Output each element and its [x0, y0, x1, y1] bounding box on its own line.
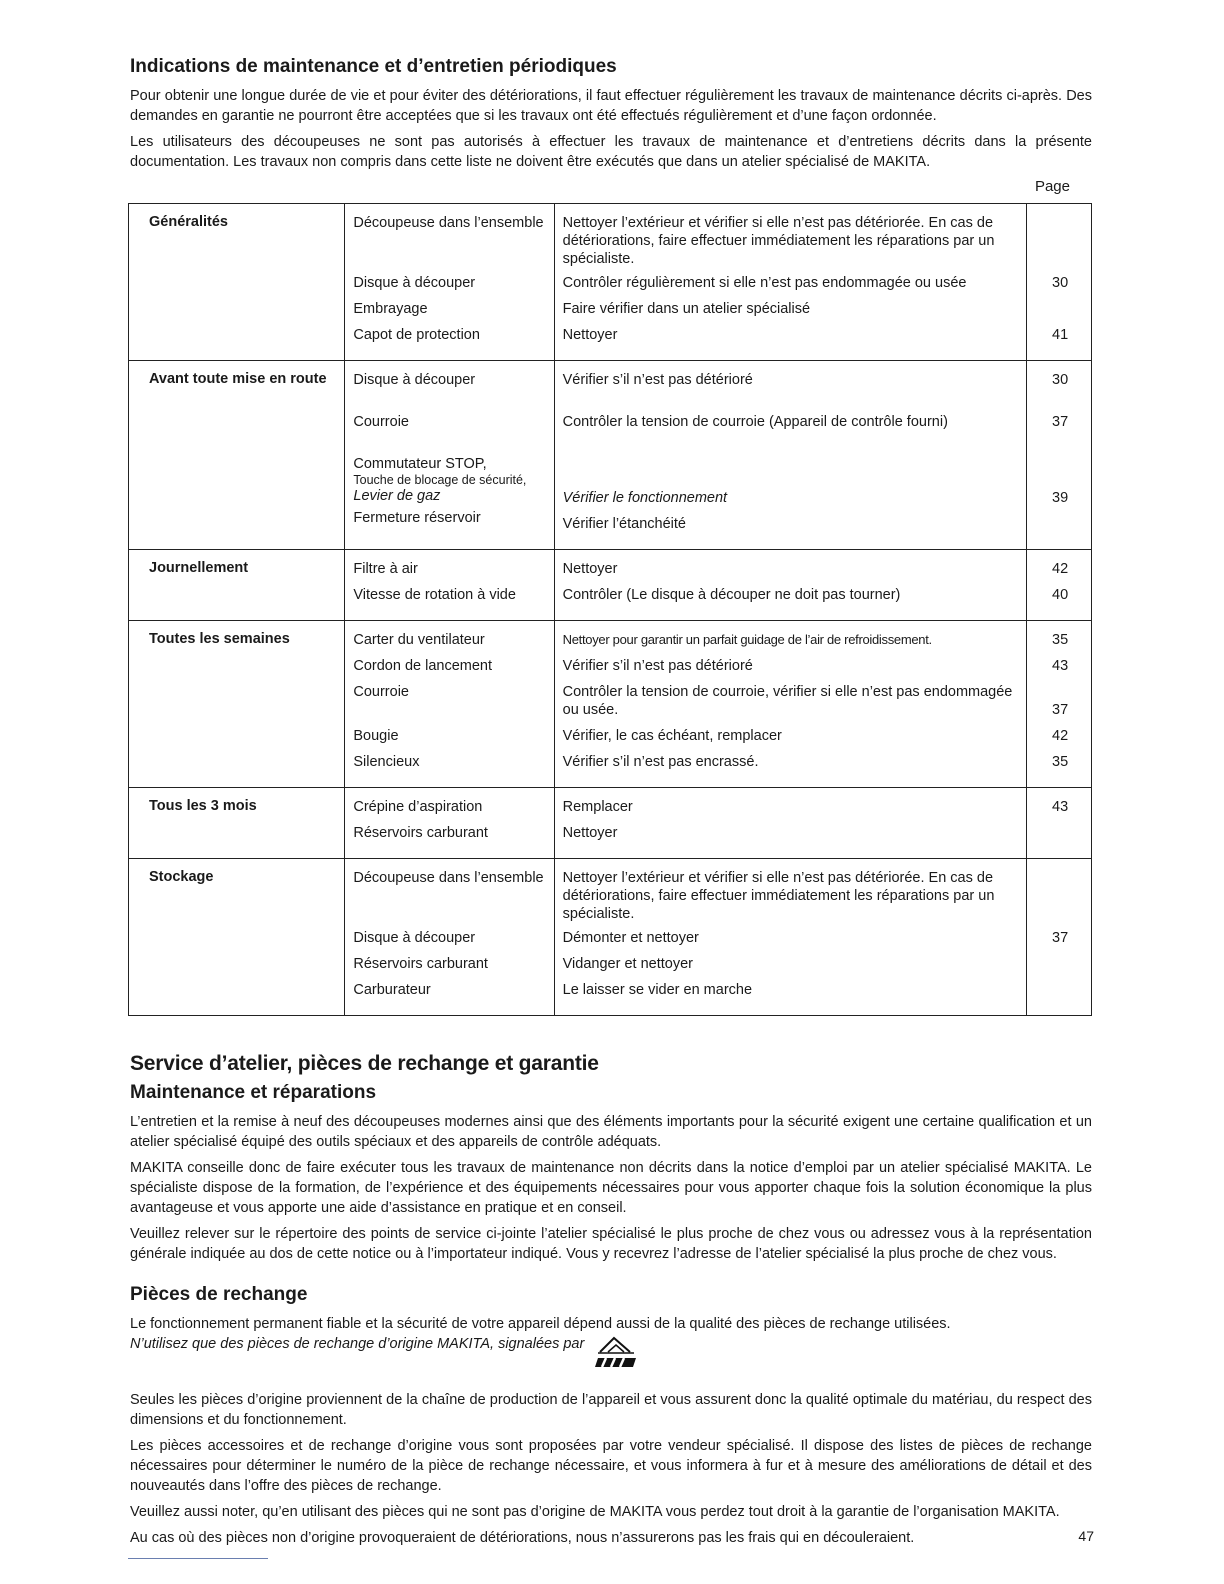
- category-cell: Avant toute mise en route: [129, 361, 345, 550]
- category-cell: Journellement: [129, 550, 345, 621]
- item-text: Découpeuse dans l’ensemble: [353, 870, 544, 886]
- item-text: Vitesse de rotation à vide: [353, 587, 516, 603]
- page-ref: 30: [1052, 372, 1069, 388]
- action-text: Le laisser se vider en marche: [562, 982, 753, 998]
- parts-title: Pièces de rechange: [130, 1284, 308, 1305]
- parts-paragraph: Veuillez aussi noter, qu’en utilisant des pièces qui ne sont pas d’origine de MAKITA vous perdez tout droit à la garantie de l’organisation MAKITA.: [130, 1504, 1060, 1520]
- item-line: Commutateur STOP,: [353, 456, 487, 472]
- item-text: Réservoirs carburant: [353, 956, 488, 972]
- action-text: Vidanger et nettoyer: [562, 956, 693, 972]
- item-cell: [345, 788, 554, 859]
- item-line: Levier de gaz: [353, 488, 441, 504]
- action-text: Contrôler la tension de courroie (Appareil de contrôle fourni): [562, 414, 948, 430]
- action-cell: [554, 788, 1027, 859]
- item-text: Filtre à air: [353, 561, 418, 577]
- page-ref: 39: [1052, 490, 1069, 506]
- page-ref: 43: [1052, 799, 1069, 815]
- item-text: Capot de protection: [353, 327, 480, 343]
- page-ref: 37: [1052, 930, 1069, 946]
- action-cell: [554, 621, 1027, 788]
- item-text: Réservoirs carburant: [353, 825, 488, 841]
- page-cell: [1027, 859, 1092, 1016]
- page-ref: 37: [1052, 702, 1069, 718]
- item-cell: [345, 621, 554, 788]
- page-number: 47: [1078, 1528, 1094, 1544]
- footer-rule: [128, 1558, 268, 1559]
- page-cell: [1027, 621, 1092, 788]
- action-text: Nettoyer l’extérieur et vérifier si elle n’est pas détériorée. En cas de détériorations, faire effectuer immédiatement les réparations par un spécialiste.: [562, 870, 995, 922]
- parts-paragraph: Seules les pièces d’origine proviennent de la chaîne de production de l’appareil et vous assurent donc la qualité optimale du matériau, du respect des dimensions et du fonctionnement.: [130, 1392, 1092, 1428]
- table-row: [129, 204, 1092, 361]
- category-cell: Stockage: [129, 859, 345, 1016]
- category-cell: Tous les 3 mois: [129, 788, 345, 859]
- action-cell: [554, 859, 1027, 1016]
- action-text: Vérifier, le cas échéant, remplacer: [562, 728, 782, 744]
- page-cell: [1027, 361, 1092, 550]
- page-cell: [1027, 788, 1092, 859]
- page-ref: [1035, 955, 1085, 977]
- page-ref: 30: [1052, 275, 1069, 291]
- service-paragraph: Veuillez relever sur le répertoire des points de service ci-jointe l’atelier spécialisé le plus proche de chez vous ou adressez vous à la représentation générale indiquée au dos de cette notice ou à l’importateur indiqué. Vous y recevrez l’adresse de l’atelier spécialisé la plus proche de chez vous.: [130, 1226, 1092, 1262]
- category-cell: Toutes les semaines: [129, 621, 345, 788]
- item-text: Fermeture réservoir: [353, 510, 481, 526]
- page-ref: 35: [1052, 632, 1069, 648]
- action-text: Vérifier s’il n’est pas détérioré: [562, 658, 753, 674]
- action-cell: [554, 361, 1027, 550]
- action-text: Vérifier le fonctionnement: [562, 490, 728, 506]
- action-text: Vérifier s’il n’est pas détérioré: [562, 372, 753, 388]
- item-text: Carter du ventilateur: [353, 632, 485, 648]
- parts-paragraph-symbol: [130, 1334, 1092, 1376]
- parts-symbol-text: N’utilisez que des pièces de rechange d’origine MAKITA, signalées par: [130, 1336, 585, 1352]
- page-ref: 42: [1052, 561, 1069, 577]
- action-text: Remplacer: [562, 799, 633, 815]
- item-text: Découpeuse dans l’ensemble: [353, 215, 544, 231]
- parts-paragraph: Les pièces accessoires et de rechange d’origine vous sont proposées par votre vendeur spécialisé. Il dispose des listes de pièces de rechange nécessaires pour déterminer le numéro de la pièce de rechange nécessaire, et vous informera à fur et à mesure des améliorations de détail et des nouveautés dans l’offre des pièces de rechange.: [130, 1438, 1092, 1494]
- page-ref: 42: [1052, 728, 1069, 744]
- maintenance-intro-1: Pour obtenir une longue durée de vie et pour éviter des détériorations, il faut effectuer régulièrement les travaux de maintenance décrits ci-après. Des demandes en garantie ne pourront être acceptées que si les travaux ont été effectués régulièrement et d’une façon ordonnée.: [130, 88, 1092, 124]
- table-row: [129, 621, 1092, 788]
- page-ref: [1035, 300, 1085, 322]
- action-text: Nettoyer pour garantir un parfait guidage de l’air de refroidissement.: [562, 632, 932, 647]
- table-row: [129, 361, 1092, 550]
- item-text: Disque à découper: [353, 372, 476, 388]
- item-text: Bougie: [353, 728, 399, 744]
- item-text-multi: [353, 455, 547, 505]
- maintenance-title: Indications de maintenance et d’entretien périodiques: [130, 56, 617, 77]
- item-cell: [345, 361, 554, 550]
- action-text: Nettoyer: [562, 561, 618, 577]
- table-row: [129, 550, 1092, 621]
- category-cell: Généralités: [129, 204, 345, 361]
- service-section: [130, 1052, 1092, 1548]
- page-ref: [1035, 515, 1085, 537]
- action-cell: [554, 550, 1027, 621]
- item-text: Courroie: [353, 684, 409, 700]
- page-ref: 43: [1052, 658, 1069, 674]
- page-ref: 40: [1052, 587, 1069, 603]
- action-text: Nettoyer: [562, 327, 618, 343]
- item-cell: [345, 550, 554, 621]
- item-text: Cordon de lancement: [353, 658, 493, 674]
- repairs-title: Maintenance et réparations: [130, 1082, 377, 1103]
- page-ref: 41: [1052, 327, 1069, 343]
- makita-original-parts-icon: [594, 1334, 640, 1376]
- action-text: Vérifier l’étanchéité: [562, 516, 686, 532]
- table-row: [129, 788, 1092, 859]
- parts-paragraph: Au cas où des pièces non d’origine provoqueraient de détériorations, nous n’assurerons pas les frais qui en découleraient.: [130, 1530, 915, 1546]
- item-line: Touche de blocage de sécurité,: [353, 473, 527, 487]
- item-text: Disque à découper: [353, 930, 476, 946]
- page-ref: 35: [1052, 754, 1069, 770]
- page-ref: [1035, 214, 1085, 270]
- item-text: Embrayage: [353, 301, 428, 317]
- action-text: Contrôler (Le disque à découper ne doit pas tourner): [562, 587, 901, 603]
- item-text: Crépine d’aspiration: [353, 799, 483, 815]
- service-paragraph: MAKITA conseille donc de faire exécuter tous les travaux de maintenance non décrits dans la notice d’emploi par un atelier spécialisé MAKITA. Le spécialiste dispose de la formation, de l’expérience et des équipements nécessaires pour vous apporter chaque fois la solution économique la plus avantageuse et vous apporte une aide d’assistance en pratique et en conseil.: [130, 1160, 1092, 1216]
- page-content: [130, 52, 1092, 1554]
- item-text: Carburateur: [353, 982, 431, 998]
- maintenance-table: [128, 203, 1092, 1016]
- page-ref: [1035, 981, 1085, 1003]
- action-text: Contrôler régulièrement si elle n’est pas endommagée ou usée: [562, 275, 967, 291]
- action-text: Démonter et nettoyer: [562, 930, 699, 946]
- service-title: Service d’atelier, pièces de rechange et garantie: [130, 1052, 599, 1075]
- page-column-header: Page: [1034, 178, 1070, 195]
- page-cell: [1027, 204, 1092, 361]
- parts-paragraph: Le fonctionnement permanent fiable et la sécurité de votre appareil dépend aussi de la qualité des pièces de rechange utilisées.: [130, 1316, 951, 1332]
- item-text: Disque à découper: [353, 275, 476, 291]
- action-text: Nettoyer: [562, 825, 618, 841]
- service-paragraph: L’entretien et la remise à neuf des découpeuses modernes ainsi que des éléments importants pour la sécurité exigent une certaine qualification et un atelier spécialisé équipé des outils spéciaux et des appareils de contrôle adéquats.: [130, 1114, 1092, 1150]
- action-text: Faire vérifier dans un atelier spécialisé: [562, 301, 811, 317]
- page-ref: [1035, 869, 1085, 925]
- page-ref: 37: [1052, 414, 1069, 430]
- action-text: Nettoyer l’extérieur et vérifier si elle n’est pas détériorée. En cas de détériorations, faire effectuer immédiatement les réparations par un spécialiste.: [562, 215, 995, 267]
- action-text: Vérifier s’il n’est pas encrassé.: [562, 754, 759, 770]
- table-row: [129, 859, 1092, 1016]
- action-text: Contrôler la tension de courroie, vérifier si elle n’est pas endommagée ou usée.: [562, 684, 1013, 718]
- item-cell: [345, 204, 554, 361]
- maintenance-intro-2: Les utilisateurs des découpeuses ne sont pas autorisés à effectuer les travaux de maintenance et d’entretiens décrits dans la présente documentation. Les travaux non compris dans cette liste ne doivent être exécutés que dans un atelier spécialisé de MAKITA.: [130, 134, 1092, 170]
- page-cell: [1027, 550, 1092, 621]
- page-ref: [1035, 824, 1085, 846]
- item-text: Courroie: [353, 414, 409, 430]
- action-cell: [554, 204, 1027, 361]
- item-text: Silencieux: [353, 754, 420, 770]
- item-cell: [345, 859, 554, 1016]
